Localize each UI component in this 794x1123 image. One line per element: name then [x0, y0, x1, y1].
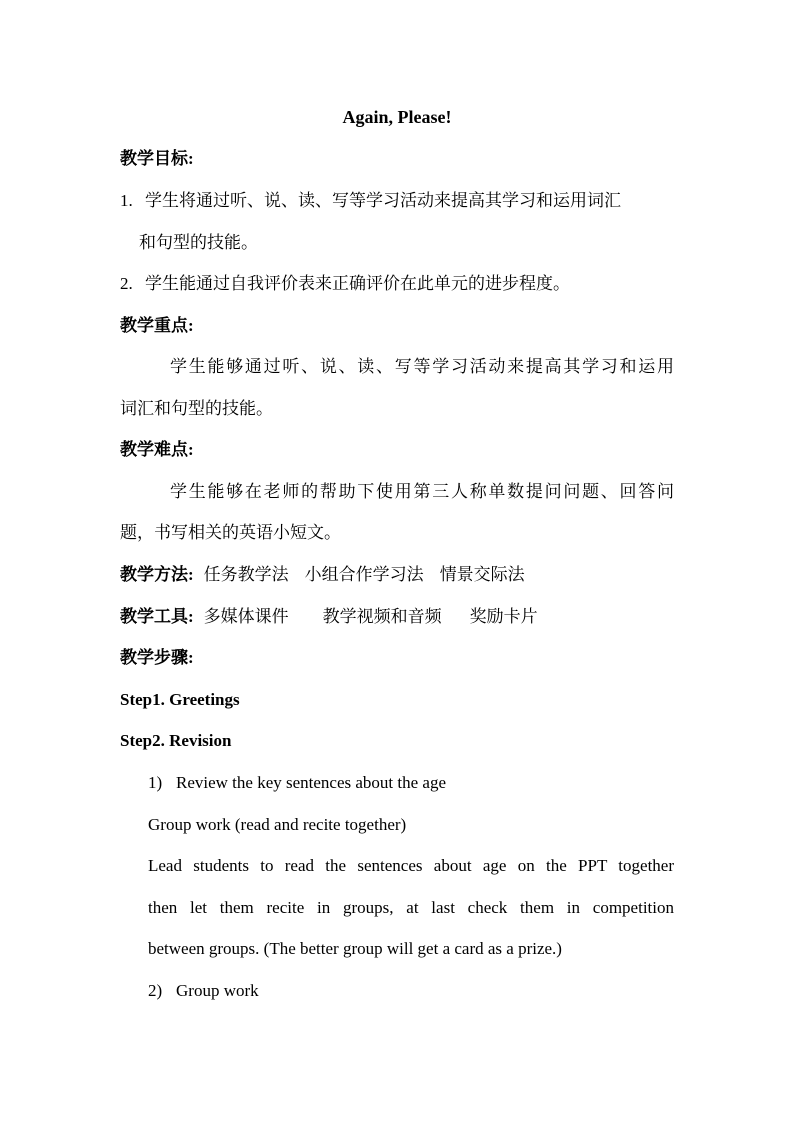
document-title: Again, Please! [342, 107, 452, 127]
revision-paragraph-line-2: then let them recite in groups, at last check them in competition [148, 898, 674, 917]
revision-item-2-number: 2) [148, 981, 163, 1000]
method-item: 任务教学法 [203, 565, 289, 584]
objectives-heading: 教学目标: [120, 149, 194, 168]
objective-1-line-2: 和句型的技能。 [139, 233, 258, 252]
objective-2-number: 2. [120, 274, 133, 293]
tool-item: 教学视频和音频 [322, 607, 442, 626]
group-work-line: Group work (read and recite together) [148, 815, 407, 834]
method-item: 小组合作学习法 [304, 565, 424, 584]
difficulties-line-1: 学生能够在老师的帮助下使用第三人称单数提问问题、回答问 [170, 482, 674, 501]
difficulties-line-2: 题，书写相关的英语小短文。 [120, 523, 341, 542]
difficulties-heading: 教学难点: [120, 440, 194, 459]
revision-item-1-text: Review the key sentences about the age [176, 773, 447, 792]
methods-heading: 教学方法: [120, 565, 194, 584]
revision-paragraph-line-3: between groups. (The better group will get a card as a prize.) [148, 939, 562, 958]
revision-item-2-text: Group work [176, 981, 259, 1000]
objective-1-line-1: 学生将通过听、说、读、写等学习活动来提高其学习和运用词汇 [145, 191, 621, 210]
tools-row [120, 606, 538, 628]
step-2-heading: Step2. Revision [120, 731, 232, 750]
steps-heading: 教学步骤: [120, 648, 194, 667]
key-points-heading: 教学重点: [120, 316, 194, 335]
key-points-line-2: 词汇和句型的技能。 [120, 399, 273, 418]
tool-item: 奖励卡片 [469, 607, 538, 626]
revision-item-1-number: 1) [148, 773, 163, 792]
objective-2-line-1: 学生能通过自我评价表来正确评价在此单元的进步程度。 [145, 274, 570, 293]
tools-heading: 教学工具: [120, 607, 194, 626]
step-1-heading: Step1. Greetings [120, 690, 240, 709]
revision-paragraph-line-1: Lead students to read the sentences about age on the PPT together [148, 856, 674, 875]
key-points-line-1: 学生能够通过听、说、读、写等学习活动来提高其学习和运用 [170, 357, 674, 376]
method-item: 情景交际法 [439, 565, 525, 584]
methods-row [120, 564, 525, 586]
tool-item: 多媒体课件 [203, 607, 289, 626]
objective-1-number: 1. [120, 191, 133, 210]
